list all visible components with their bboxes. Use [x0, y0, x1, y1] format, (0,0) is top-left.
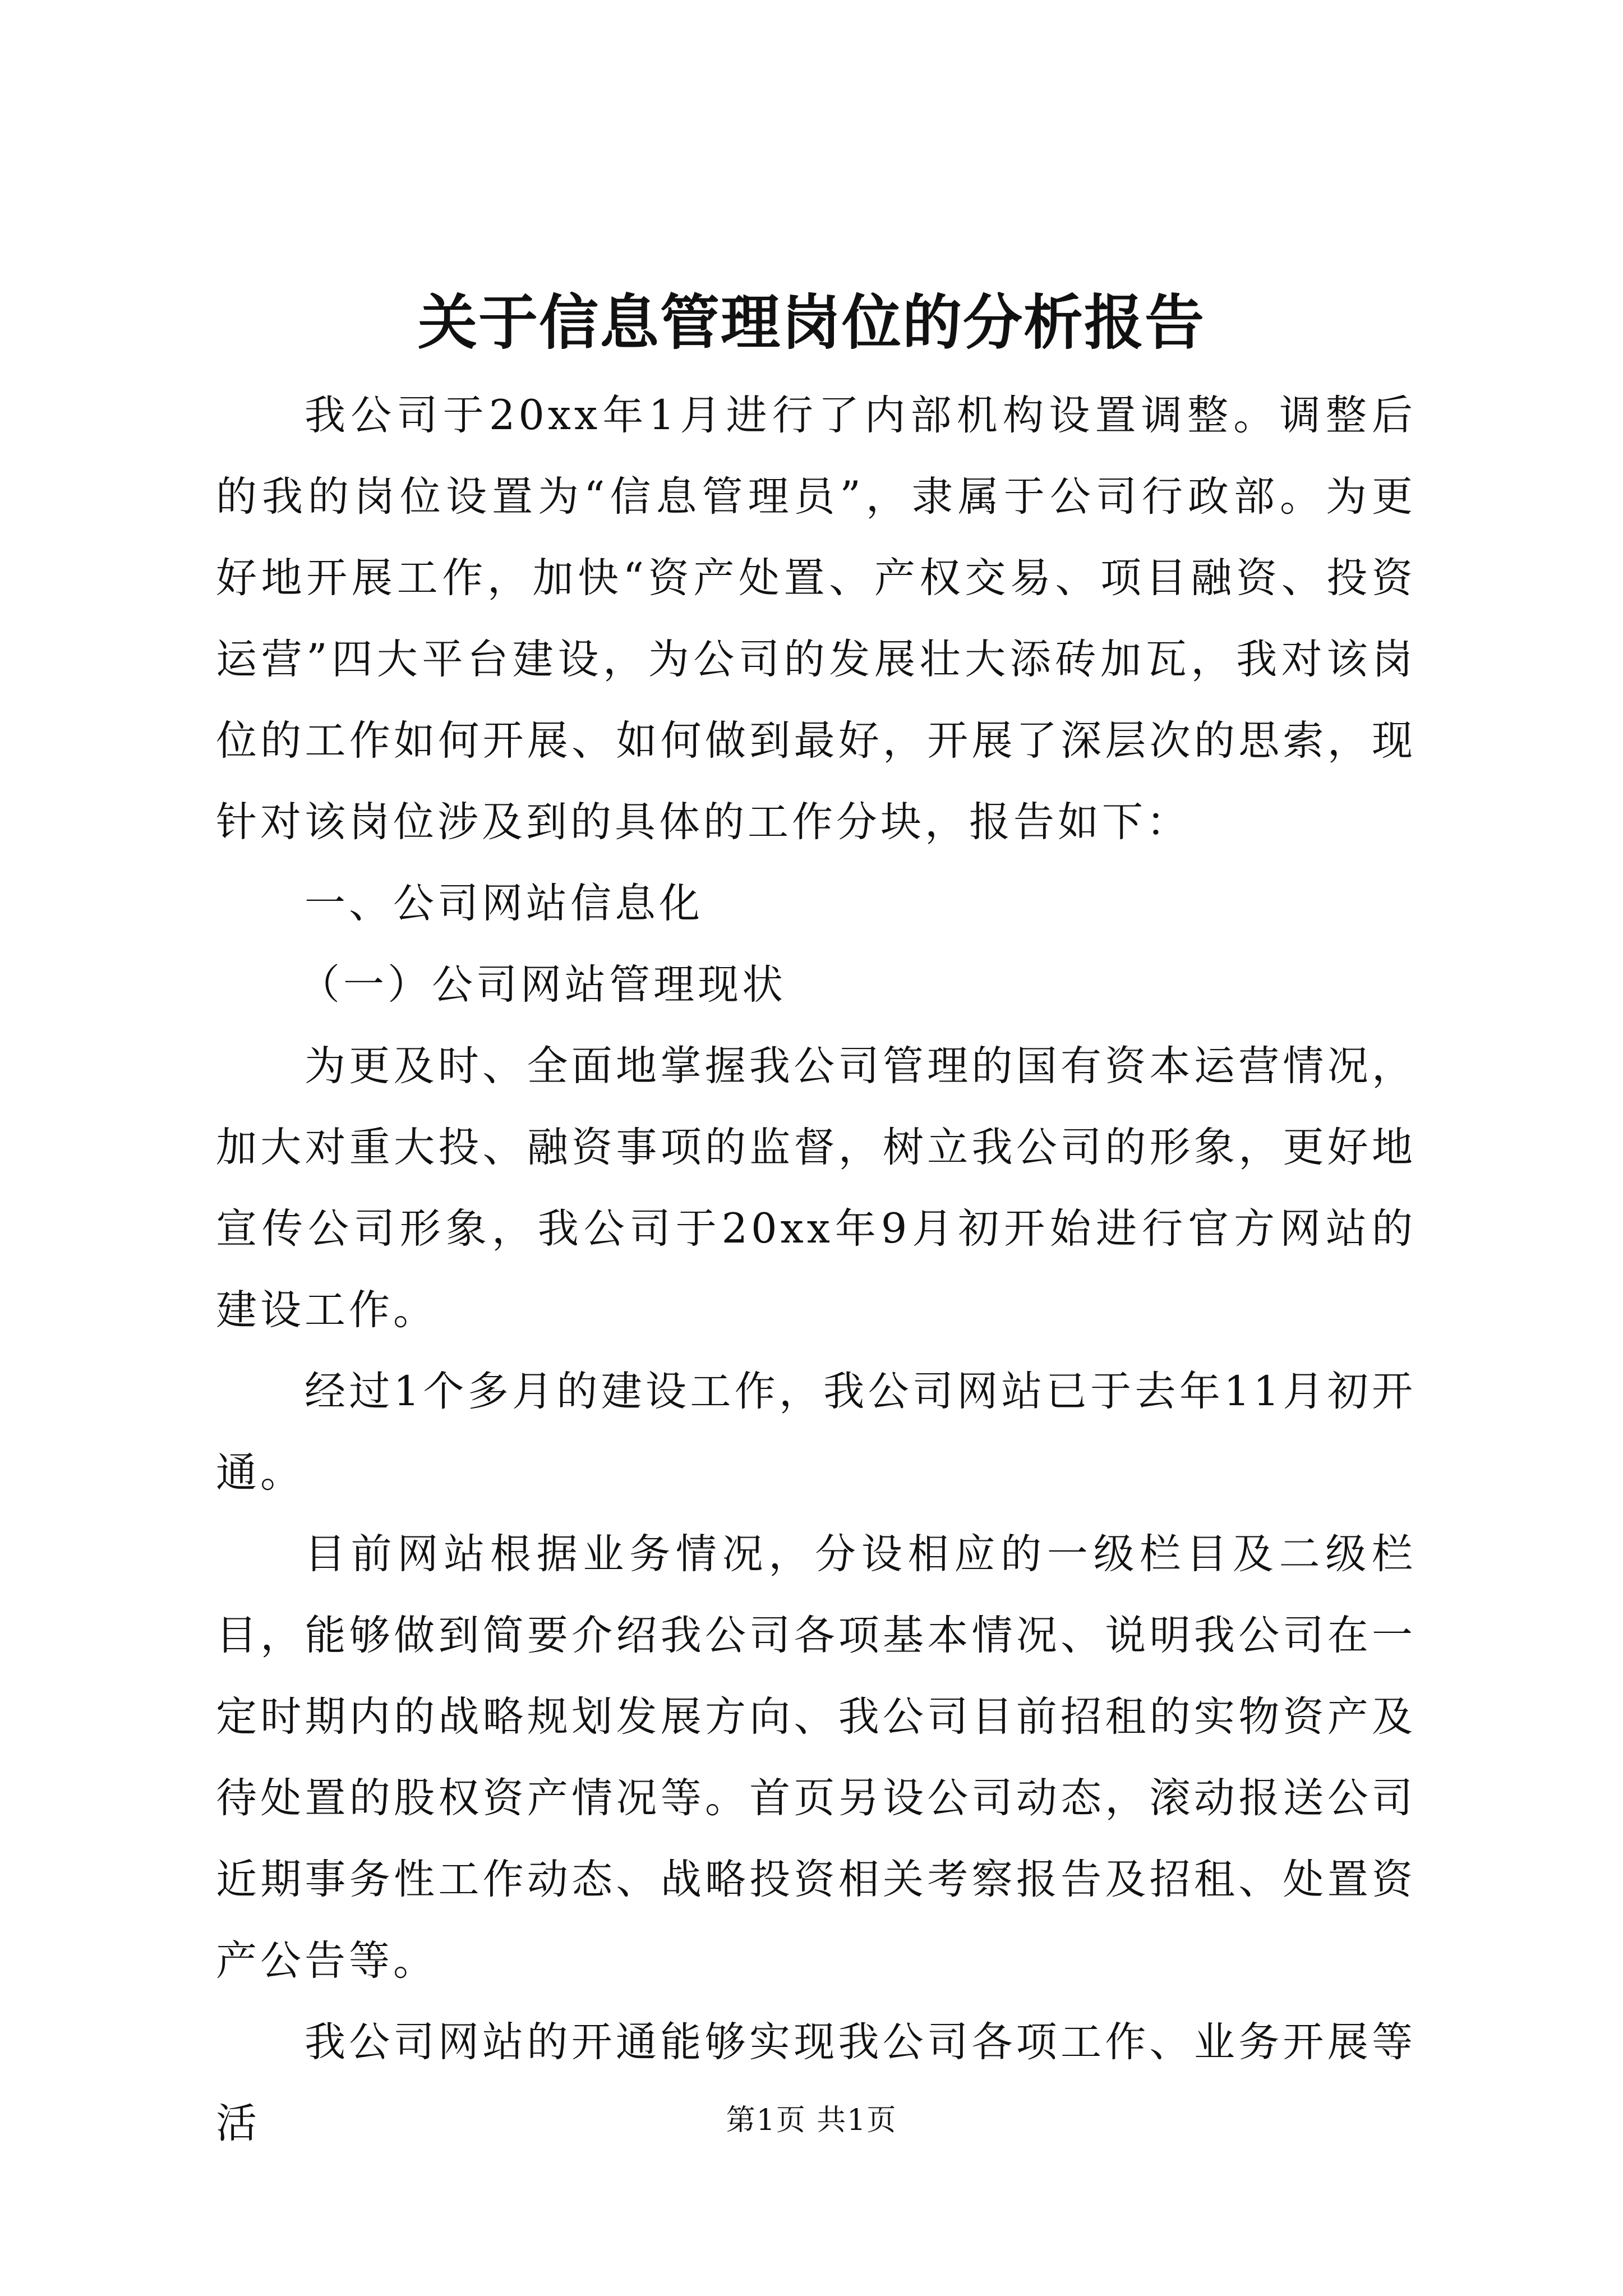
page-footer: 第1页 共1页: [726, 2104, 897, 2137]
document-title: 关于信息管理岗位的分析报告: [418, 287, 1205, 357]
paragraph-current-status: 目前网站根据业务情况，分设相应的一级栏目及二级栏目，能够做到简要介绍我公司各项基本情况、说明我公司在一定时期内的战略规划发展方向、我公司目前招租的实物资产及待处置的股权资产情况等。首页另设公司动态，滚动报送公司近期事务性工作动态、战略投资相关考察报告及招租、处置资产公告等。: [216, 1530, 1416, 1985]
document-body: [216, 375, 1416, 2164]
paragraph-continued: 我公司网站的开通能够实现我公司各项工作、业务开展等活: [216, 2018, 1416, 2147]
paragraph-background: 为更及时、全面地掌握我公司管理的国有资本运营情况，加大对重大投、融资事项的监督，树立我公司的形象，更好地宣传公司形象，我公司于20xx年9月初开始进行官方网站的建设工作。: [216, 1042, 1416, 1334]
subsection-heading: （一）公司网站管理现状: [299, 961, 786, 1009]
section-heading: 一、公司网站信息化: [305, 880, 703, 927]
paragraph-launch: 经过1个多月的建设工作，我公司网站已于去年11月初开通。: [216, 1368, 1416, 1497]
paragraph-intro: 我公司于20xx年1月进行了内部机构设置调整。调整后的我的岗位设置为“信息管理员”，隶属于公司行政部。为更好地开展工作，加快“资产处置、产权交易、项目融资、投资运营”四大平台建设，为公司的发展壮大添砖加瓦，我对该岗位的工作如何开展、如何做到最好，开展了深层次的思索，现针对该岗位涉及到的具体的工作分块，报告如下：: [216, 392, 1416, 846]
